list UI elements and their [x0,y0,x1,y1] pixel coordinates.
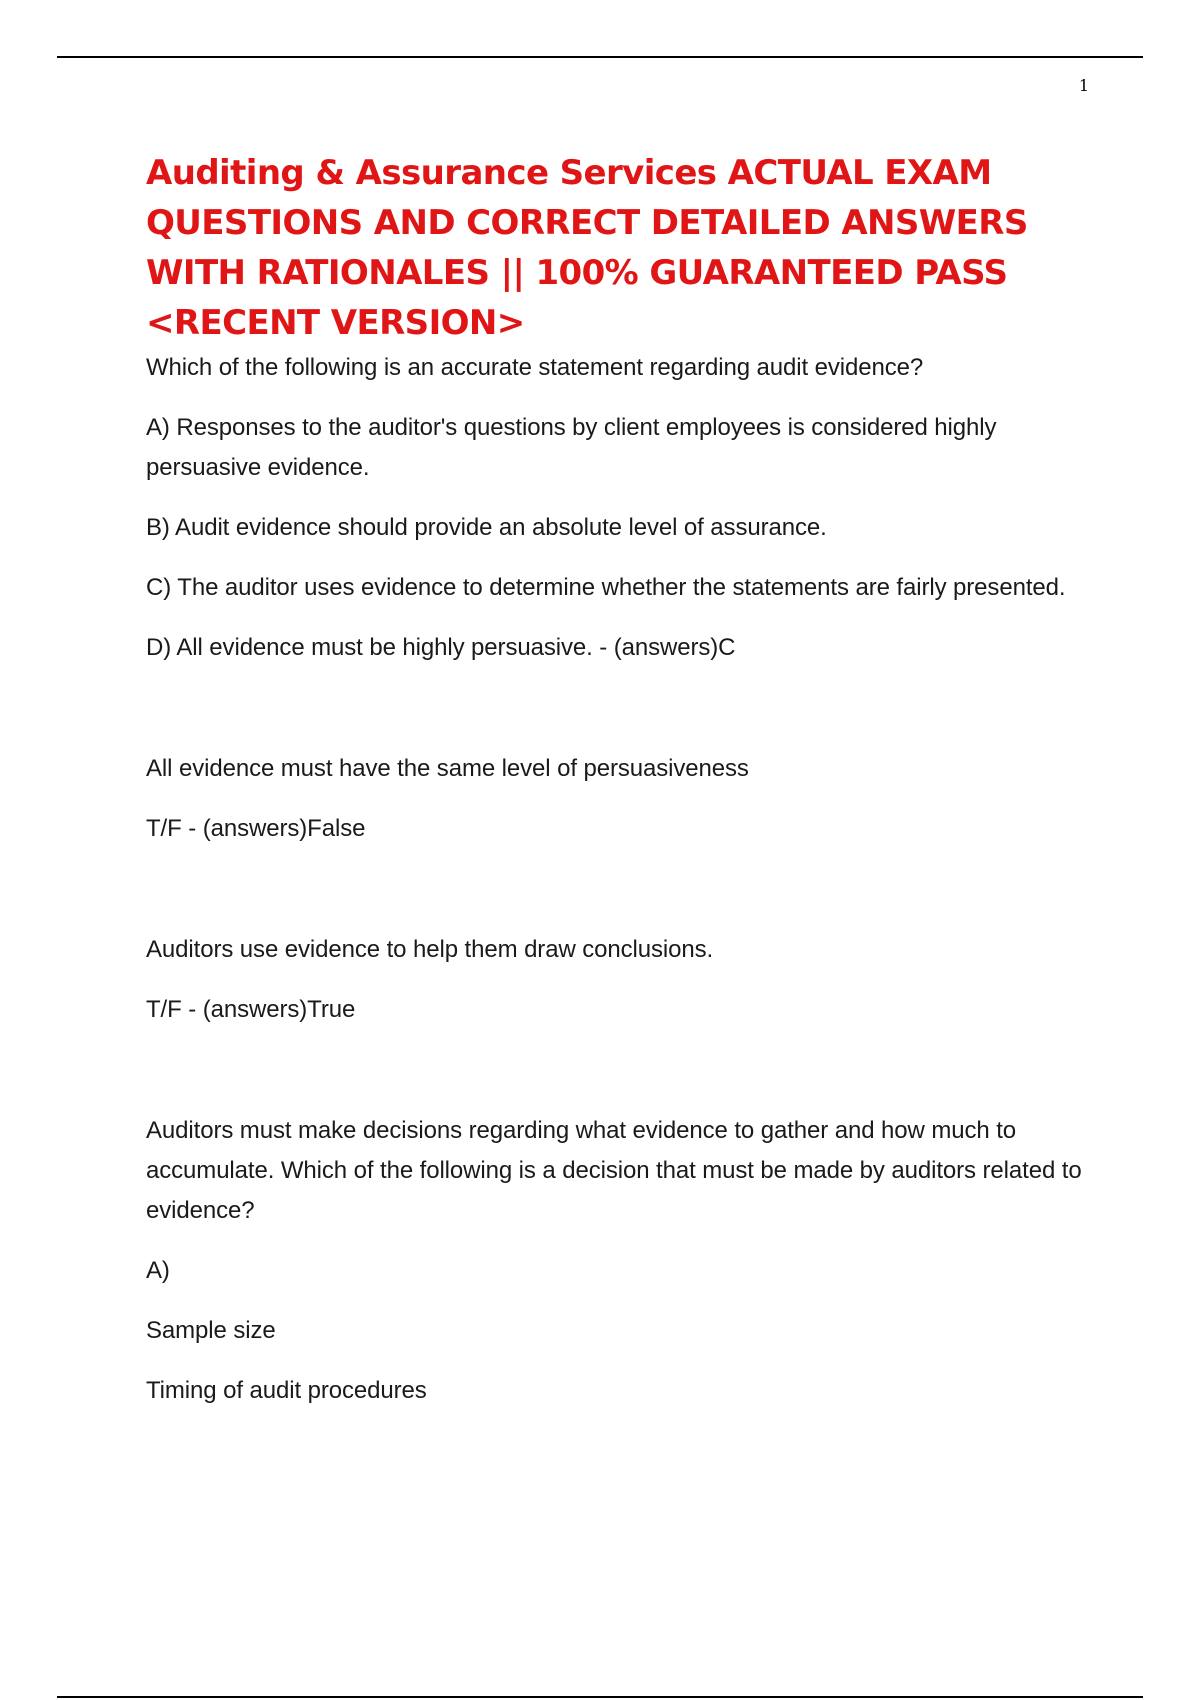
q4-item-timing: Timing of audit procedures [146,1377,427,1404]
q1-option-c: C) The auditor uses evidence to determine whether the statements are fairly presented. [146,574,1066,601]
document-title: Auditing & Assurance Services ACTUAL EXAM QUESTIONS AND CORRECT DETAILED ANSWERS WITH RATIONALES || 100% GUARANTEED PASS <RECENT VERSION> [146,153,1028,343]
header-rule [57,56,1143,58]
q1-option-b: B) Audit evidence should provide an absolute level of assurance. [146,514,827,541]
page-number: 1 [1078,76,1090,95]
q4-item-sample-size: Sample size [146,1317,276,1344]
q3-answer: T/F - (answers)True [146,996,356,1023]
q3-statement: Auditors use evidence to help them draw conclusions. [146,936,714,963]
q1-option-d: D) All evidence must be highly persuasive. - (answers)C [146,634,736,661]
q1-question: Which of the following is an accurate statement regarding audit evidence? [146,354,924,381]
q2-answer: T/F - (answers)False [146,815,366,842]
q4-option-a: A) [146,1257,170,1284]
q2-statement: All evidence must have the same level of persuasiveness [146,755,749,782]
page-content [146,148,1106,1411]
q4-question: Auditors must make decisions regarding what evidence to gather and how much to accumulate. Which of the following is a decision that must be made by auditors related to evidence? [146,1117,1082,1224]
q1-option-a: A) Responses to the auditor's questions by client employees is considered highly persuasive evidence. [146,414,997,481]
footer-rule [57,1696,1143,1698]
